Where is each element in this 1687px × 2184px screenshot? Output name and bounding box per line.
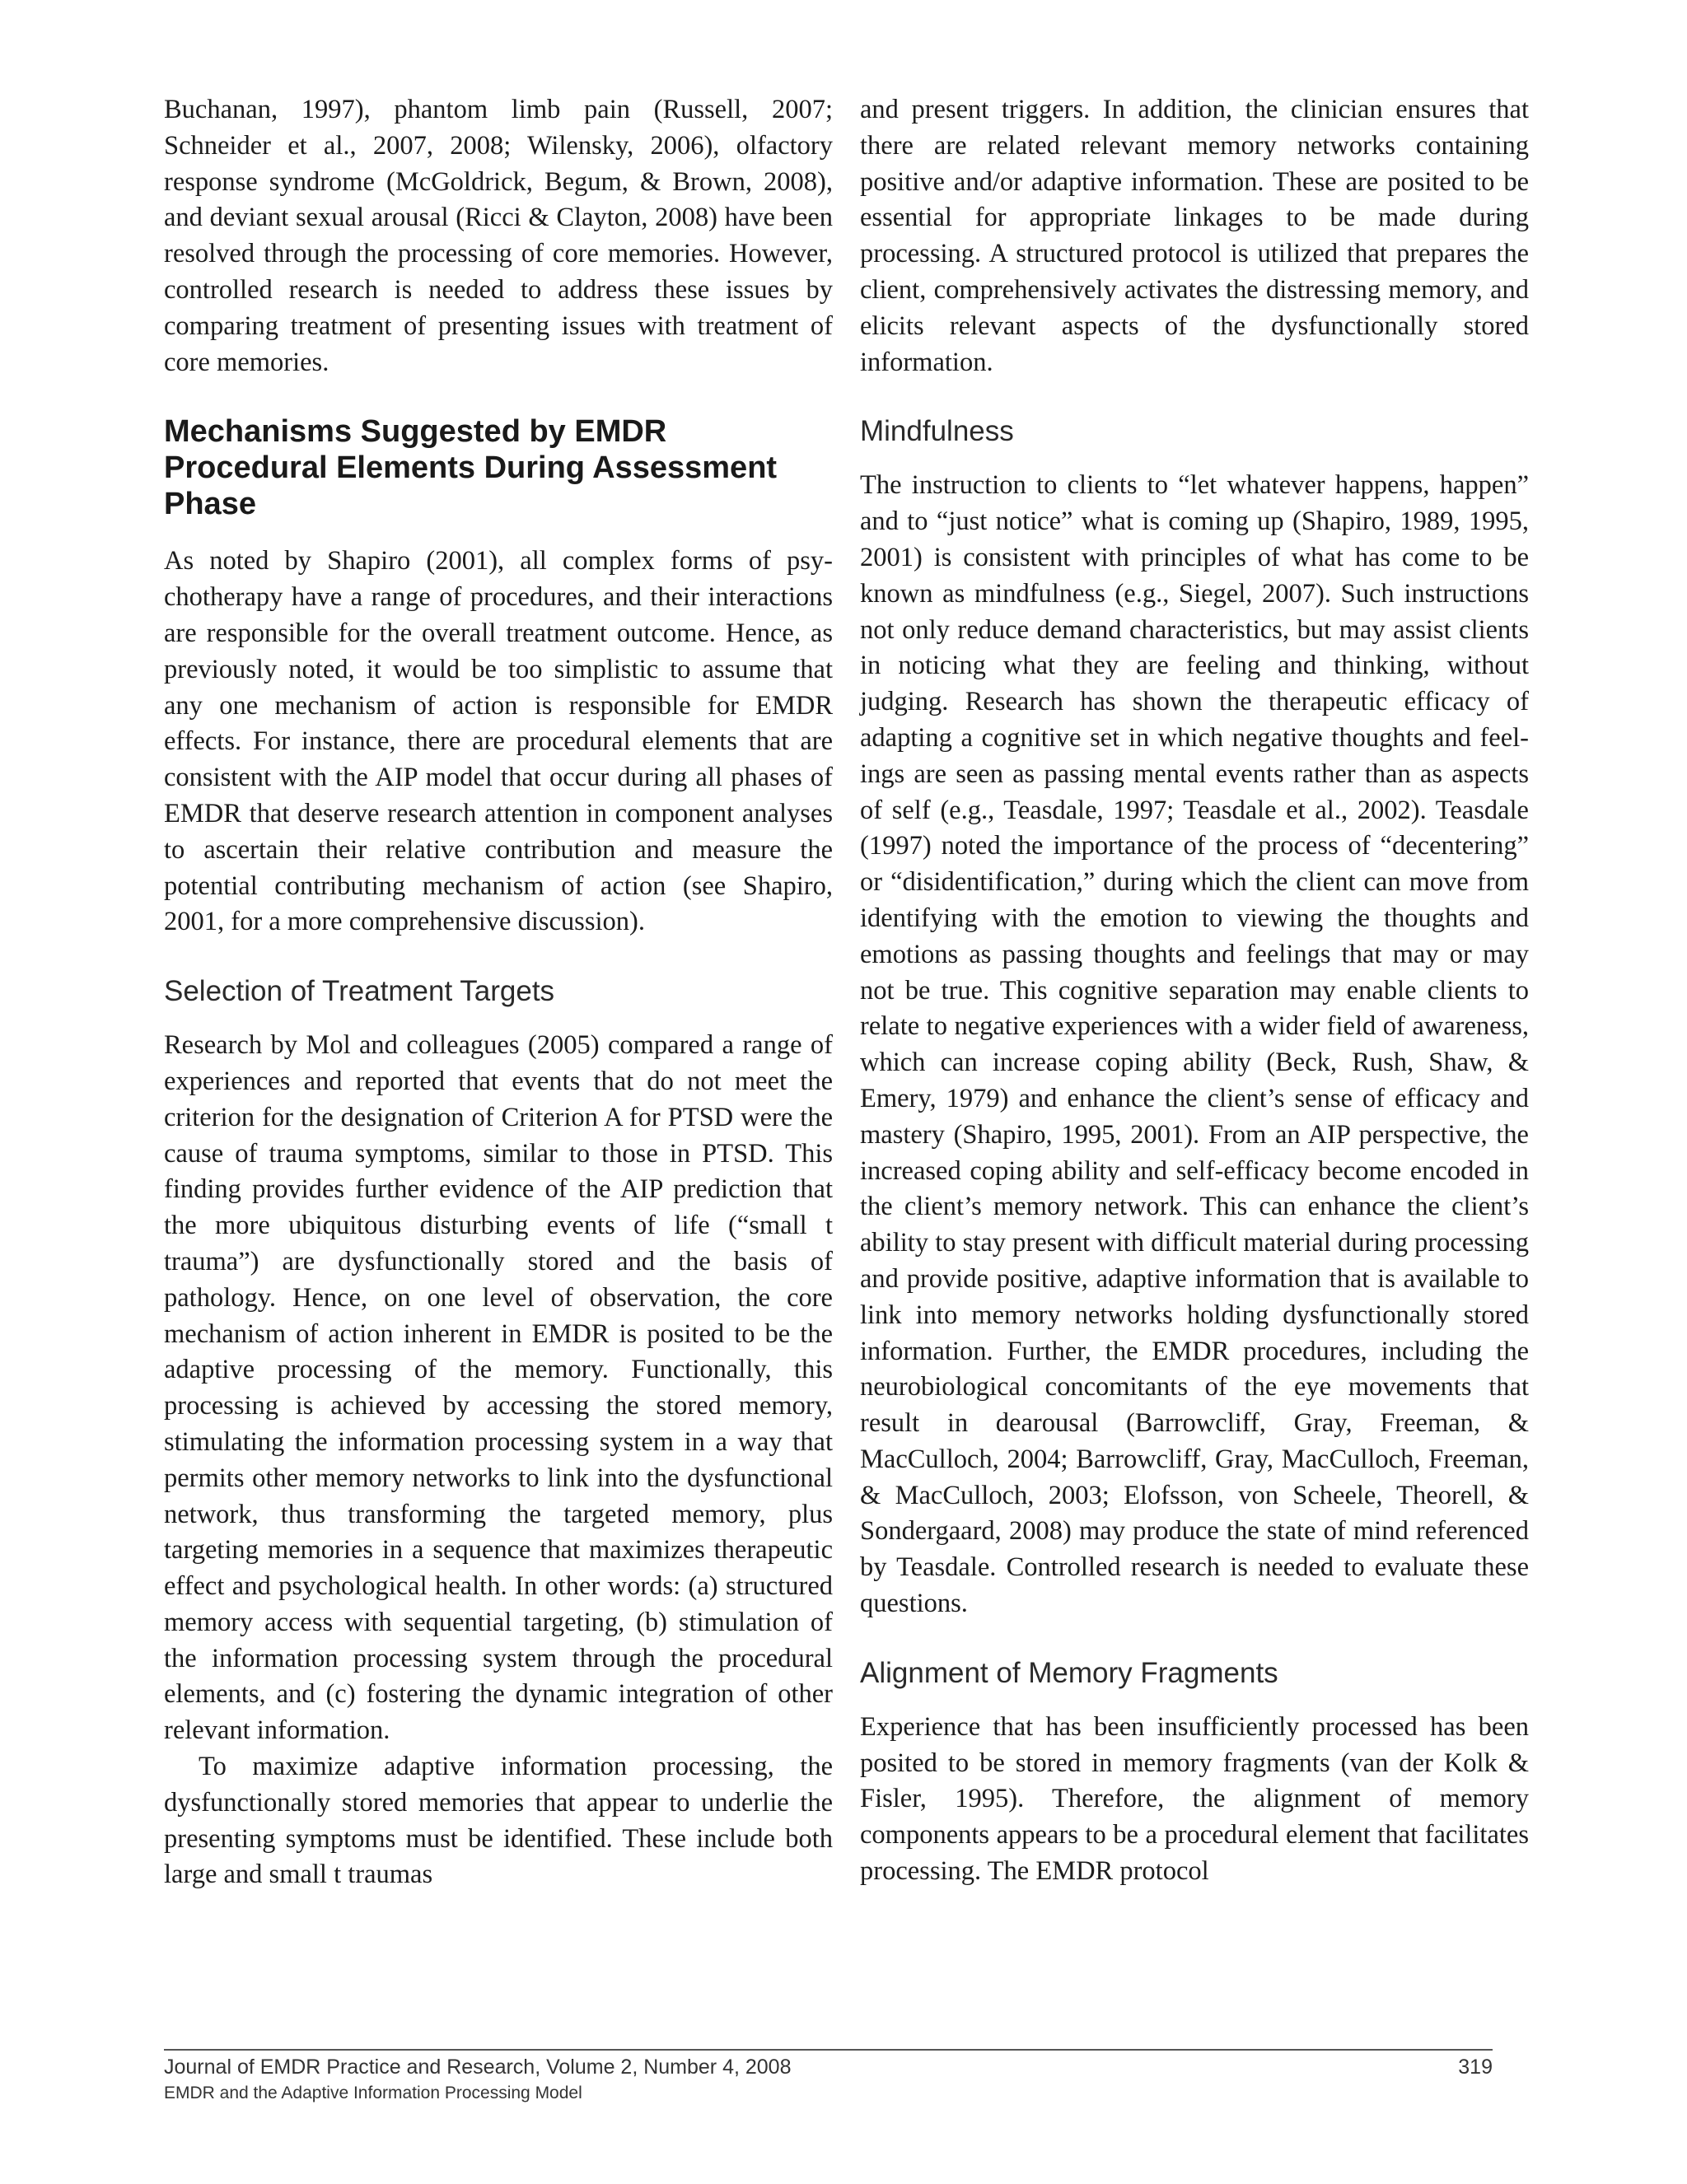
page-number: 319 — [1458, 2056, 1493, 2079]
paragraph-present-triggers: and present triggers. In addition, the clinician ensures that there are related relevant memory networks containing positive and/or adaptive information. These are posited to be essential for appropriate linkages to be made during processing. A structured protocol is utilized that prepares the client, comprehensively activates the distressing memory, and elicits relevant aspects of the dysfunctionally stored information. — [860, 95, 1529, 377]
paragraph-continued: Buchanan, 1997), phantom limb pain (Russell, 2007; Schneider et al., 2007, 2008; Wilensky, 2006), olfactory response syndrome (McGoldrick, Begum, & Brown, 2008), and deviant sexual arousal (Ricci & Clayton, 2008) have been resolved through the processing of core memories. However, controlled research is needed to address these issues by comparing treatment of presenting issues with treatment of core memories. — [164, 95, 833, 377]
right-column — [860, 92, 1529, 1890]
paragraph-mindfulness: The instruction to clients to “let whatever happens, happen” and to “just notice” what is coming up (Shapiro, 1989, 1995, 2001) is consistent with principles of what has come to be known as mindfulness (e.g., Siegel, 2007). Such instructions not only reduce demand characteristics, but may assist clients in noticing what they are feeling and thinking, without judging. Research has shown the therapeutic efficacy of adapting a cognitive set in which negative thoughts and feelings are seen as passing mental events rather than as aspects of self (e.g., Teasdale, 1997; Teasdale et al., 2002). Teasdale (1997) noted the importance of the process of “decentering” or “disidentification,” during which the client can move from identifying with the emotion to viewing the thoughts and emotions as passing thoughts and feelings that may or may not be true. This cognitive separation may enable clients to relate to negative experiences with a wider field of awareness, which can increase coping ability (Beck, Rush, Shaw, & Emery, 1979) and enhance the client’s sense of efficacy and mastery (Shapiro, 1995, 2001). From an AIP perspective, the increased coping ability and self-efficacy become encoded in the client’s memory network. This can enhance the client’s ability to stay present with difficult material during processing and provide positive, adaptive information that is available to link into memory networks holding dysfunctionally stored information. Further, the EMDR procedures, including the neurobiological concomitants of the eye movements that result in dearousal (Barrowcliff, Gray, Freeman, & MacCulloch, 2004; Barrowcliff, Gray, MacCulloch, Freeman, & MacCulloch, 2003; Elofsson, von Scheele, Theorell, & Sondergaard, 2008) may produce the state of mind referenced by Teasdale. Controlled research is needed to evaluate these questions. — [860, 470, 1529, 1619]
left-column — [164, 92, 833, 1893]
paragraph-complex-forms: As noted by Shapiro (2001), all complex forms of psychotherapy have a range of procedures, and their interactions are responsible for the overall treatment outcome. Hence, as previously noted, it would be too simplistic to assume that any one mechanism of action is responsible for EMDR effects. For instance, there are procedural elements that are consistent with the AIP model that occur during all phases of EMDR that deserve research attention in component analyses to ascertain their relative contribution and measure the potential contributing mechanism of action (see Shapiro, 2001, for a more comprehensive discussion). — [164, 546, 833, 937]
footer-divider — [164, 2049, 1493, 2051]
section-heading-mechanisms: Mechanisms Suggested by EMDR Procedural Elements During Assessment Phase — [164, 414, 778, 522]
footer-running-title: EMDR and the Adaptive Information Processing Model — [164, 2084, 582, 2102]
subsection-heading-mindfulness: Mindfulness — [860, 415, 1014, 448]
subsection-heading-selection: Selection of Treatment Targets — [164, 975, 555, 1008]
paragraph-memory-fragments: Experience that has been insufficiently processed has been posited to be stored in memory fragments (van der Kolk & Fisler, 1995). Therefore, the alignment of memory components appears to be a procedural element that facilitates processing. The EMDR protocol — [860, 1711, 1529, 1887]
footer-journal-citation: Journal of EMDR Practice and Research, Volume 2, Number 4, 2008 — [164, 2056, 792, 2079]
paragraph-research-mol: Research by Mol and colleagues (2005) compared a range of experiences and reported that events that do not meet the criterion for the designation of Criterion A for PTSD were the cause of trauma symptoms, similar to those in PTSD. This finding provides further evidence of the AIP prediction that the more ubiquitous disturbing events of life (“small t trauma”) are dysfunctionally stored and the basis of pathology. Hence, on one level of observation, the core mechanism of action inherent in EMDR is posited to be the adaptive processing of the memory. Functionally, this processing is achieved by accessing the stored memory, stimulating the information processing system in a way that permits other memory networks to link into the dysfunctional network, thus transforming the targeted memory, plus targeting memories in a sequence that maximizes therapeutic effect and psychological health. In other words: (a) structured memory access with sequential targeting, (b) stimulation of the information processing system through the procedural elements, and (c) fostering the dynamic integration of other relevant information. — [164, 1030, 833, 1746]
subsection-heading-alignment: Alignment of Memory Fragments — [860, 1656, 1278, 1689]
paragraph-maximize-processing: To maximize adaptive information processing, the dysfunctionally stored memories that appear to underlie the presenting symptoms must be identified. These include both large and small t traumas — [164, 1752, 833, 1890]
